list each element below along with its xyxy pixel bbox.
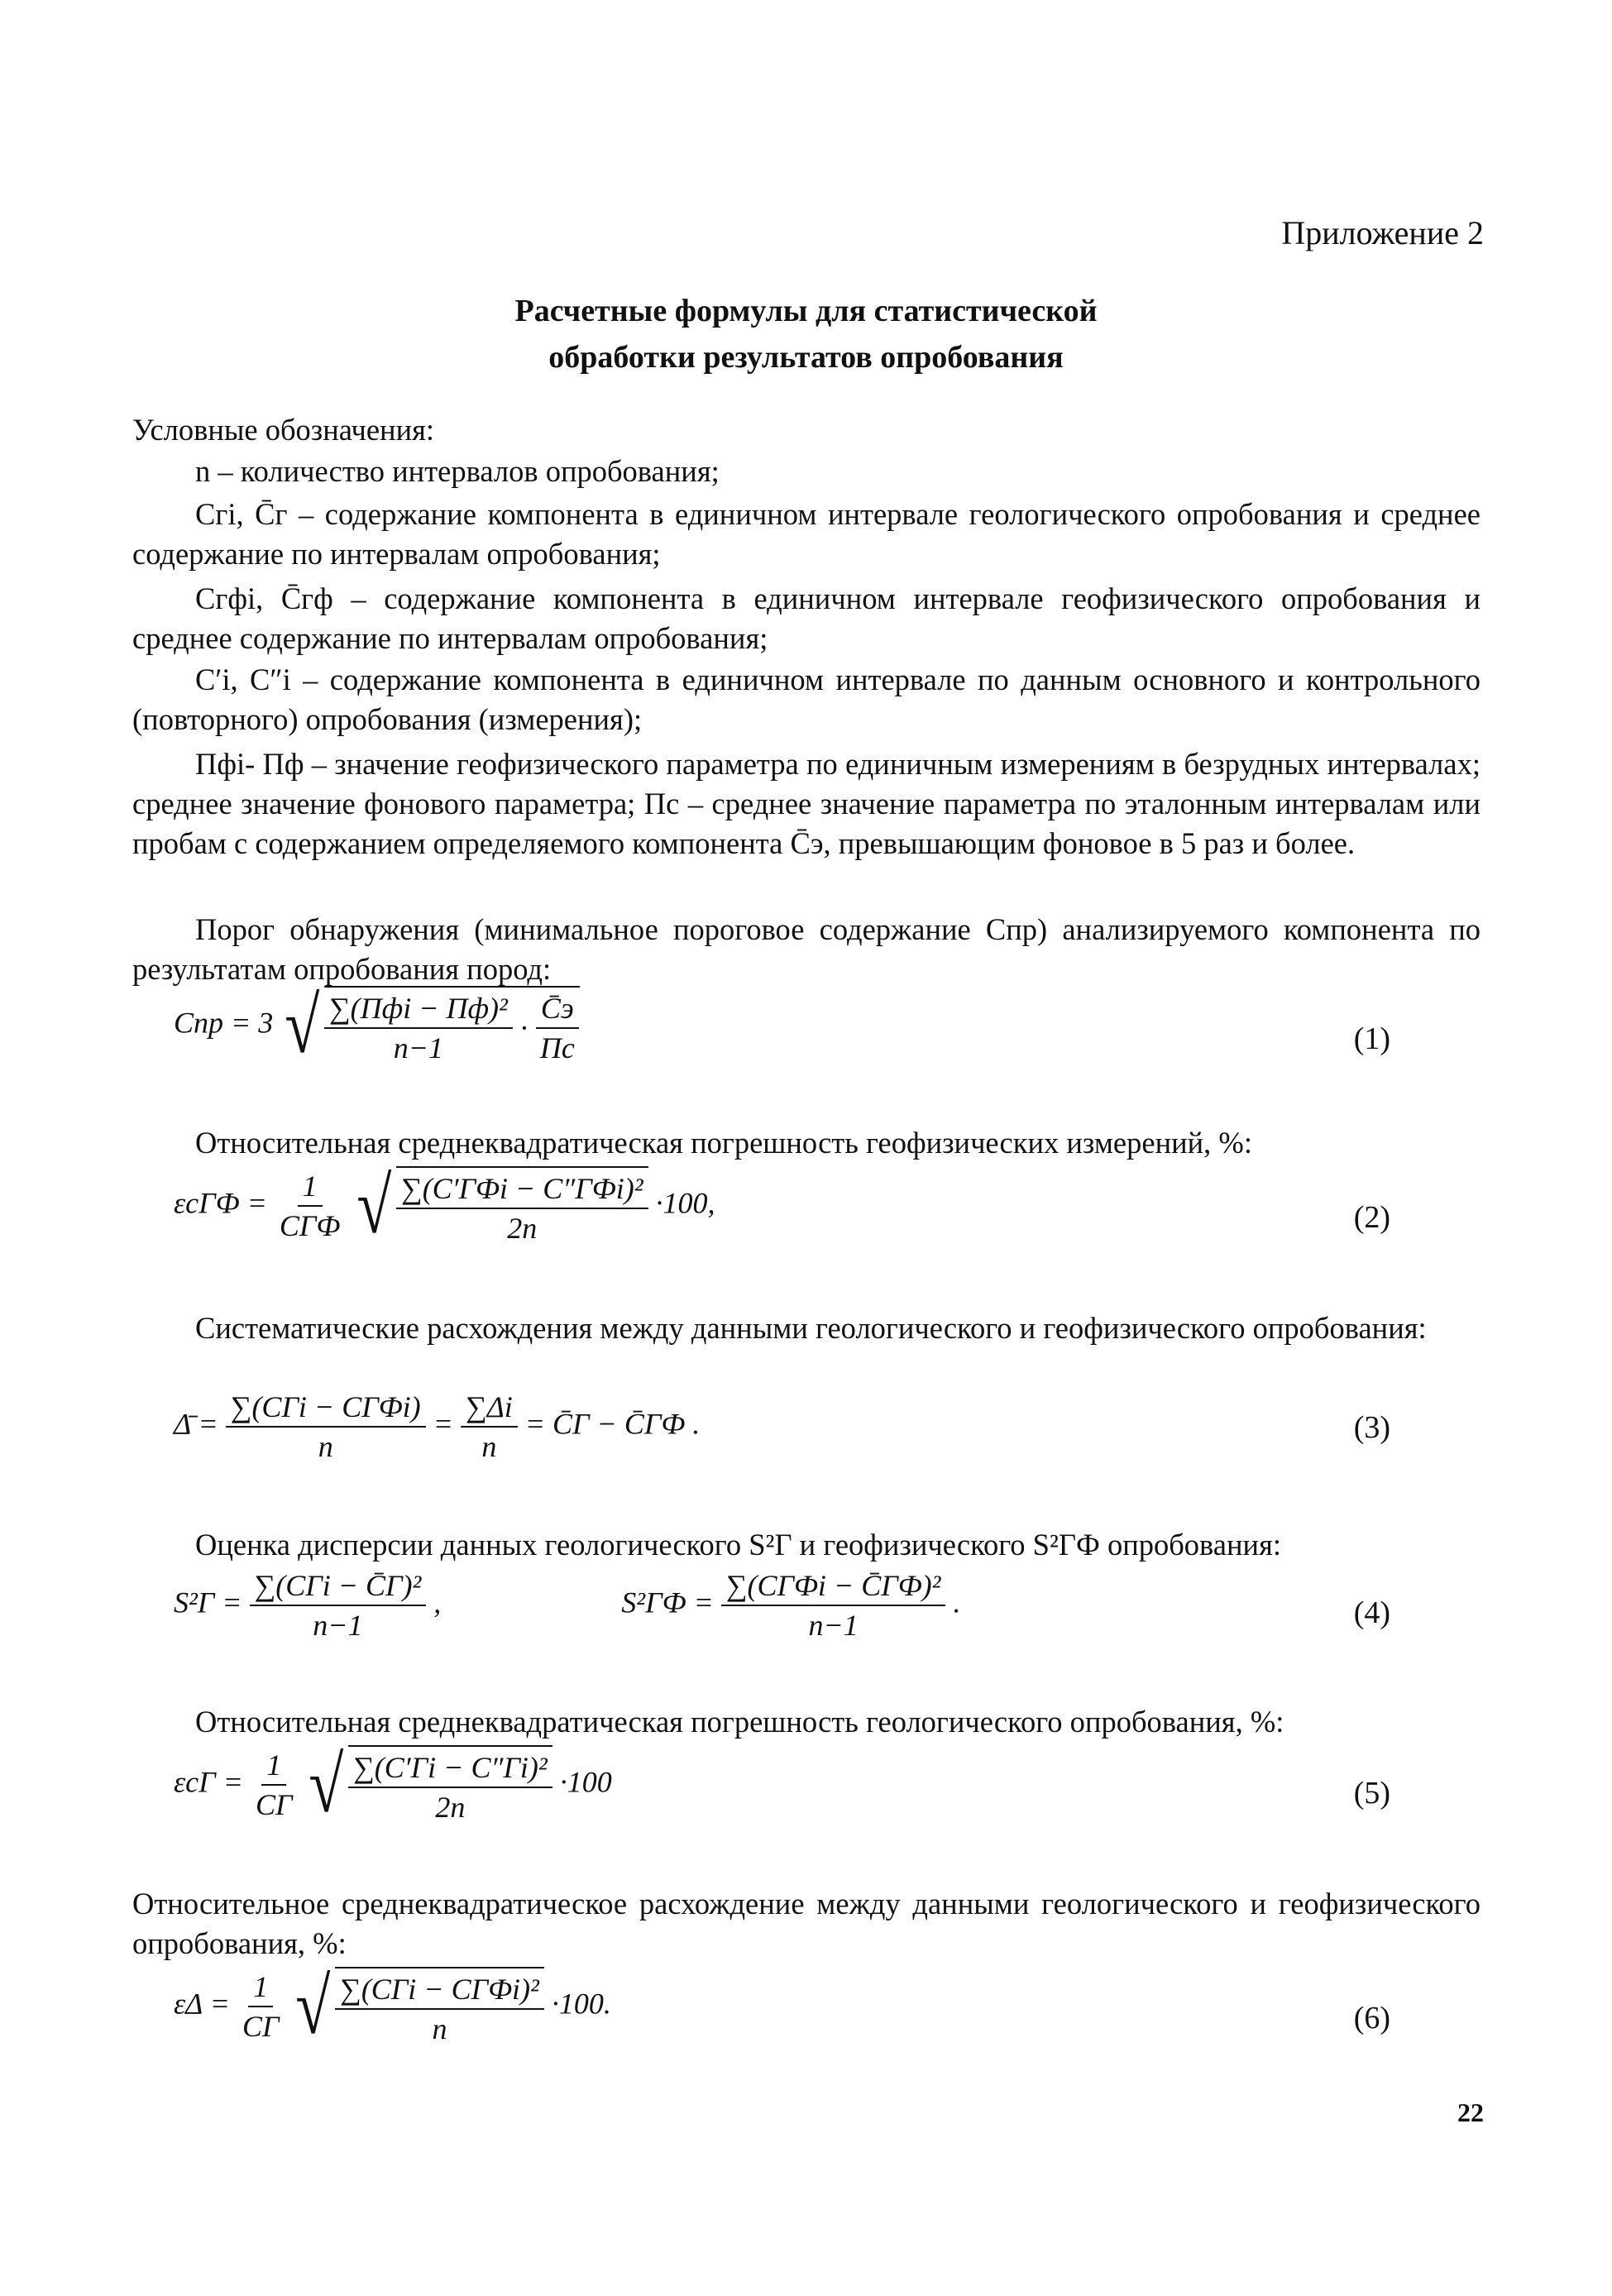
document-title — [0, 288, 1612, 380]
equation-number-2: (2) — [1353, 1200, 1390, 1235]
formula-4-lhs: S²Г = — [174, 1586, 242, 1619]
title-line-2: обработки результатов опробования — [548, 340, 1064, 375]
denominator: CГ — [255, 1788, 293, 1821]
sqrt-sign: √ $\frac{\text{∑(C′Гi − C″Гi)²}}{2n}$ — [304, 1745, 552, 1825]
section-5-text: Относительная среднеквадратическая погрешность геологического опробования, %: — [195, 1705, 1284, 1739]
denominator: 2n — [435, 1791, 466, 1824]
denominator: n−1 — [808, 1609, 859, 1642]
denominator: Пс — [539, 1031, 575, 1064]
separator: , — [433, 1586, 442, 1619]
section-2-text: Относительная среднеквадратическая погрешность геофизических измерений, %: — [195, 1126, 1252, 1160]
section-6-text: Относительное среднеквадратическое расхождение между данными геологического и геофизического опробования, %: — [132, 1887, 1480, 1960]
fraction — [251, 1748, 298, 1822]
numerator: ∑(Пфi − Пф)² — [324, 991, 513, 1029]
legend-n: n – количество интервалов опробования; — [195, 454, 720, 488]
formula-1-lhs: Cпр = 3 — [174, 1006, 274, 1040]
page-number: 22 — [1457, 2097, 1484, 2127]
legend-geological: Cгi, C̄г – содержание компонента в единичном интервале геологического опробования и среднее содержание по интервалам опробования; — [132, 497, 1480, 571]
numerator: ∑(CГi − CГФi)² — [335, 1972, 544, 2010]
formula-2-tail: ·100, — [655, 1186, 715, 1220]
fraction — [721, 1568, 946, 1643]
numerator: ∑(C′Гi − C″Гi)² — [348, 1750, 552, 1788]
formula-2-lhs: εсГФ = — [174, 1186, 267, 1220]
numerator: ∑(CГФi − C̄ГФ)² — [721, 1568, 946, 1606]
formula-3-tail: = C̄Г − C̄ГФ . — [524, 1407, 701, 1441]
title-line-1: Расчетные формулы для статистической — [514, 294, 1098, 328]
fraction — [335, 1972, 544, 2046]
equation-number-3: (3) — [1353, 1410, 1390, 1445]
equals-sign: = — [433, 1407, 453, 1441]
denominator: CГ — [242, 2010, 280, 2043]
fraction — [324, 991, 513, 1065]
formula-6-tail: ·100. — [551, 1987, 611, 2021]
numerator: ∑(CГi − CГФi) — [226, 1390, 426, 1428]
section-4-text: Оценка дисперсии данных геологического S²Г и геофизического S²ГФ опробования: — [195, 1528, 1282, 1562]
numerator: ∑Δi — [461, 1390, 518, 1428]
denominator: n — [432, 2012, 447, 2045]
sqrt-sign: √ $\frac{\text{∑(C′ГФi − C″ГФi)²}}{2n}$ — [352, 1166, 648, 1246]
numerator: ∑(C′ГФi − C″ГФi)² — [396, 1171, 648, 1209]
section-1-text: Порог обнаружения (минимальное пороговое содержание Cпр) анализируемого компонента по результатам опробования пород: — [132, 912, 1480, 986]
formula-3 — [174, 1390, 700, 1464]
section-3-text: Систематические расхождения между данными геологического и геофизического опробования: — [195, 1311, 1427, 1345]
fraction — [237, 1969, 285, 2044]
numerator: ∑(CГi − C̄Г)² — [250, 1568, 427, 1606]
numerator: 1 — [261, 1748, 286, 1786]
fraction — [226, 1390, 426, 1464]
formula-4-lhs-2: S²ГФ = — [621, 1586, 714, 1619]
legend-intro: Условные обозначения: — [132, 413, 435, 447]
fraction — [250, 1568, 427, 1643]
numerator: C̄э — [536, 991, 579, 1029]
denominator: 2n — [507, 1212, 538, 1245]
legend-control: C′i, C″i – содержание компонента в единичном интервале по данным основного и контрольного (повторного) опробования (измерения); — [132, 662, 1480, 736]
formula-1 — [174, 981, 580, 1069]
denominator: CГФ — [279, 1209, 341, 1242]
fraction — [461, 1390, 518, 1464]
formula-2 — [174, 1161, 715, 1250]
formula-5-lhs: εсГ = — [174, 1765, 243, 1799]
equation-number-6: (6) — [1353, 2001, 1390, 2035]
denominator: n−1 — [393, 1031, 444, 1064]
legend-geophysical: Cгфi, C̄гф – содержание компонента в единичном интервале геофизического опробования и среднее содержание по интервалам опробования; — [132, 581, 1480, 655]
equation-number-5: (5) — [1353, 1776, 1390, 1810]
denominator: n — [318, 1430, 333, 1463]
legend-parameters: Пфi- Пф – значение геофизического параметра по единичным измерениям в безрудных интервалах; среднее значение фонового параметра; Пс – среднее значение параметра по эталонным интервалам или пробам с содержанием определяемого компонента C̄э, превышающим фоновое в 5 раз и более. — [132, 747, 1480, 860]
fraction — [396, 1171, 648, 1246]
formula-5 — [174, 1740, 612, 1829]
fraction — [535, 991, 580, 1065]
formula-3-lhs: Δ̄ = — [174, 1407, 218, 1441]
formula-4 — [174, 1568, 960, 1643]
numerator: 1 — [248, 1969, 273, 2007]
formula-5-tail: ·100 — [559, 1765, 612, 1799]
fraction — [275, 1169, 345, 1243]
fraction — [348, 1750, 552, 1825]
formula-4-tail: . — [953, 1586, 961, 1619]
formula-6-lhs: εΔ = — [174, 1987, 230, 2021]
equation-number-1: (1) — [1353, 1021, 1390, 1056]
sqrt-sign: √ $\frac{\text{∑(Пфi − Пф)²}}{n-1}$ · $\frac{C̄э}{Пс}$ — [280, 986, 580, 1065]
denominator: n — [481, 1430, 497, 1463]
equation-number-4: (4) — [1353, 1595, 1390, 1630]
formula-6 — [174, 1962, 611, 2050]
appendix-label: Приложение 2 — [1281, 214, 1484, 251]
numerator: 1 — [298, 1169, 323, 1207]
sqrt-sign: √ $\frac{\text{∑(CГi − CГФi)²}}{n}$ — [291, 1967, 543, 2046]
denominator: n−1 — [313, 1609, 363, 1642]
